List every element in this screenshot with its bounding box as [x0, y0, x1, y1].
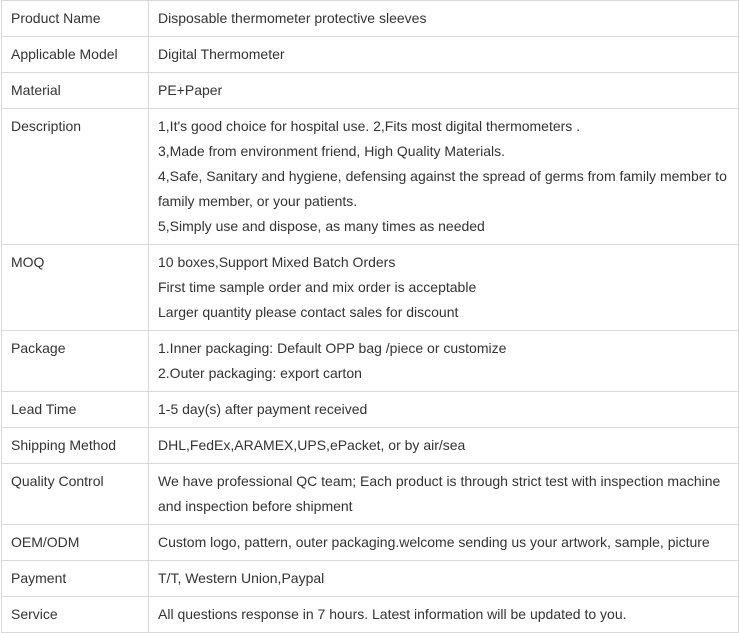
spec-value — [149, 561, 739, 597]
spec-row — [2, 245, 739, 331]
spec-value-line: PE+Paper — [158, 82, 223, 98]
spec-label: OEM/ODM — [2, 525, 149, 561]
spec-value — [149, 464, 739, 525]
spec-value — [149, 37, 739, 73]
spec-value-line: 1,It's good choice for hospital use. 2,Fits most digital thermometers . — [158, 118, 581, 134]
spec-value-line: T/T, Western Union,Paypal — [158, 570, 325, 586]
spec-value-line: Disposable thermometer protective sleeves — [158, 10, 427, 26]
spec-label: MOQ — [2, 245, 149, 331]
spec-table-body — [2, 1, 739, 633]
spec-row — [2, 525, 739, 561]
spec-value — [149, 331, 739, 392]
spec-value — [149, 392, 739, 428]
spec-label: Service — [2, 597, 149, 633]
spec-value-line: 2.Outer packaging: export carton — [158, 365, 362, 381]
spec-row — [2, 73, 739, 109]
spec-value-line: Larger quantity please contact sales for discount — [158, 304, 459, 320]
product-spec-table — [1, 0, 739, 633]
spec-value-line: 4,Safe, Sanitary and hygiene, defensing against the spread of germs from family member to family member, or your patients. — [158, 168, 727, 209]
spec-row — [2, 392, 739, 428]
spec-label: Shipping Method — [2, 428, 149, 464]
spec-row — [2, 561, 739, 597]
spec-row — [2, 428, 739, 464]
spec-value-line: We have professional QC team; Each product is through strict test with inspection machine and inspection before shipment — [158, 473, 721, 514]
spec-label: Description — [2, 109, 149, 245]
spec-value — [149, 245, 739, 331]
spec-value — [149, 1, 739, 37]
spec-row — [2, 464, 739, 525]
spec-label: Material — [2, 73, 149, 109]
spec-label: Payment — [2, 561, 149, 597]
spec-row — [2, 109, 739, 245]
spec-value-line: 5,Simply use and dispose, as many times as needed — [158, 218, 485, 234]
spec-value-line: DHL,FedEx,ARAMEX,UPS,ePacket, or by air/sea — [158, 437, 466, 453]
spec-row — [2, 331, 739, 392]
spec-value — [149, 109, 739, 245]
spec-value-line: All questions response in 7 hours. Latest information will be updated to you. — [158, 606, 627, 622]
spec-value — [149, 525, 739, 561]
spec-row — [2, 37, 739, 73]
spec-label: Quality Control — [2, 464, 149, 525]
spec-value — [149, 428, 739, 464]
spec-label: Package — [2, 331, 149, 392]
spec-value-line: Digital Thermometer — [158, 46, 285, 62]
spec-value-line: 10 boxes,Support Mixed Batch Orders — [158, 254, 396, 270]
spec-row — [2, 597, 739, 633]
spec-value-line: Custom logo, pattern, outer packaging.welcome sending us your artwork, sample, picture — [158, 534, 710, 550]
spec-value-line: First time sample order and mix order is acceptable — [158, 279, 477, 295]
spec-value — [149, 597, 739, 633]
spec-row — [2, 1, 739, 37]
spec-label: Lead Time — [2, 392, 149, 428]
spec-value — [149, 73, 739, 109]
spec-value-line: 1.Inner packaging: Default OPP bag /piece or customize — [158, 340, 507, 356]
spec-value-line: 1-5 day(s) after payment received — [158, 401, 368, 417]
spec-value-line: 3,Made from environment friend, High Quality Materials. — [158, 143, 506, 159]
spec-label: Applicable Model — [2, 37, 149, 73]
spec-label: Product Name — [2, 1, 149, 37]
